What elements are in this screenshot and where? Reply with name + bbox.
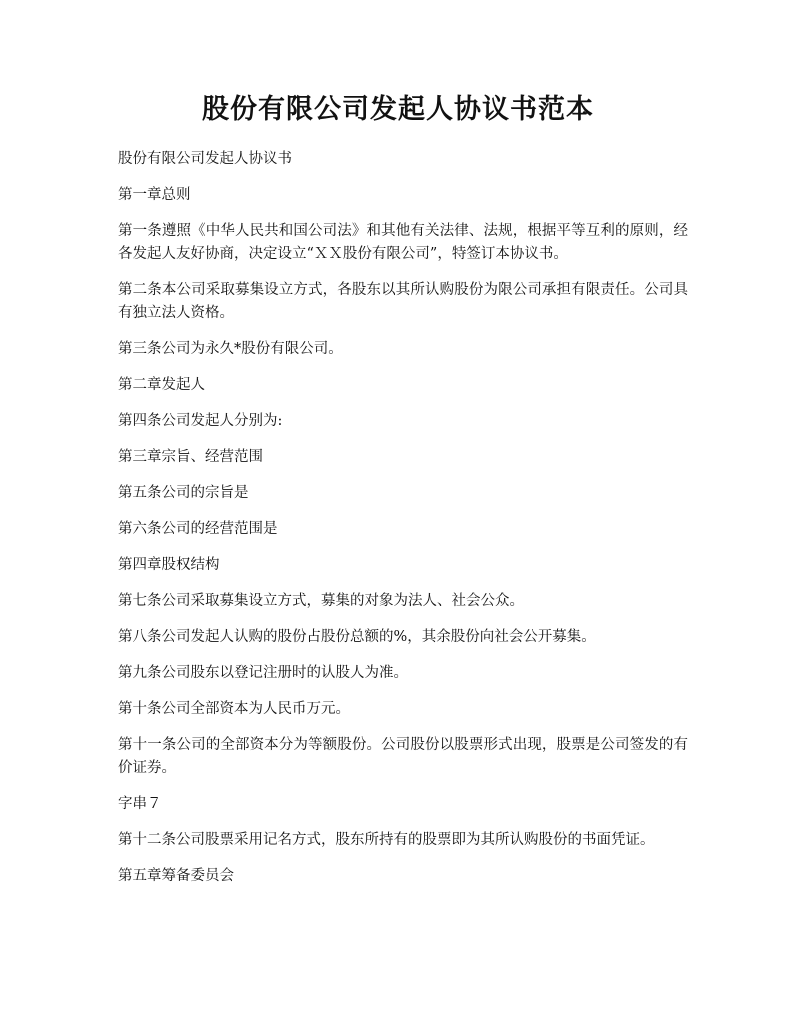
article-1: 第一条遵照《中华人民共和国公司法》和其他有关法律、法规，根据平等互利的原则，经各发起人友好协商，决定设立“ＸＸ股份有限公司”，特签订本协议书。 [118, 223, 688, 262]
article-6: 第六条公司的经营范围是 [118, 521, 278, 537]
document-title: 股份有限公司发起人协议书范本 [202, 94, 594, 125]
article-10: 第十条公司全部资本为人民币万元。 [118, 701, 350, 717]
chapter-heading-4: 第四章股权结构 [118, 557, 220, 573]
article-9: 第九条公司股东以登记注册时的认股人为准。 [118, 665, 408, 681]
article-7: 第七条公司采取募集设立方式，募集的对象为法人、社会公众。 [118, 593, 524, 609]
article-2: 第二条本公司采取募集设立方式，各股东以其所认购股份为限公司承担有限责任。公司具有独立法人资格。 [118, 282, 688, 321]
article-5: 第五条公司的宗旨是 [118, 485, 249, 501]
article-11: 第十一条公司的全部资本分为等额股份。公司股份以股票形式出现，股票是公司签发的有价证券。 [118, 737, 688, 776]
article-8: 第八条公司发起人认购的股份占股份总额的%，其余股份向社会公开募集。 [118, 629, 596, 645]
chapter-heading-3: 第三章宗旨、经营范围 [118, 449, 263, 465]
article-3: 第三条公司为永久*股份有限公司。 [118, 341, 343, 357]
article-12: 第十二条公司股票采用记名方式，股东所持有的股票即为其所认购股份的书面凭证。 [118, 832, 655, 848]
paragraph-subtitle: 股份有限公司发起人协议书 [118, 151, 292, 167]
article-4: 第四条公司发起人分别为: [118, 413, 283, 429]
stray-marker-text: 字串７ [118, 796, 162, 812]
chapter-heading-1: 第一章总则 [118, 187, 191, 203]
chapter-heading-5: 第五章筹备委员会 [118, 868, 234, 884]
chapter-heading-2: 第二章发起人 [118, 377, 205, 393]
document-body [118, 148, 688, 901]
